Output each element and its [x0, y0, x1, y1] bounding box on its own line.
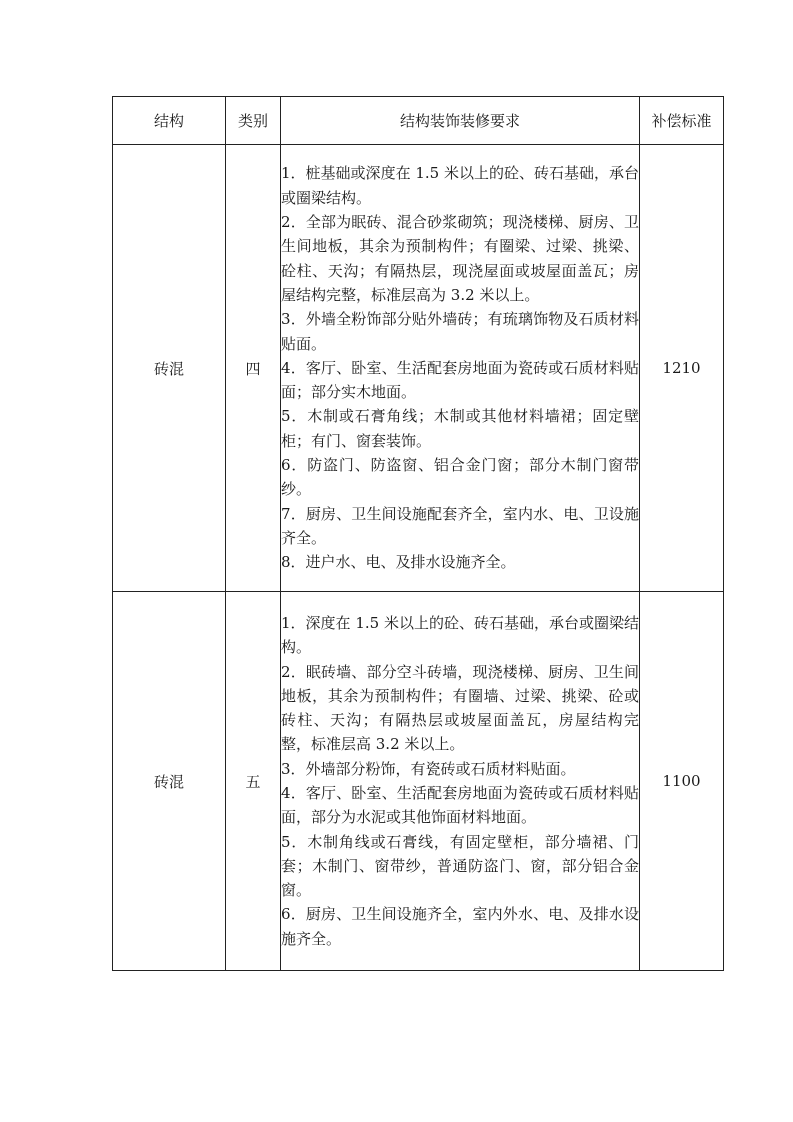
- requirement-item: 5．木制或石膏角线；木制或其他材料墙裙；固定壁柜；有门、窗套装饰。: [281, 407, 639, 450]
- requirement-item: 8．进户水、电、及排水设施齐全。: [281, 553, 516, 572]
- table-row: [113, 592, 724, 971]
- requirement-item: 4．客厅、卧室、生活配套房地面为瓷砖或石质材料贴面；部分实木地面。: [281, 358, 639, 402]
- table-header-row: [113, 97, 724, 145]
- requirement-item: 2．全部为眠砖、混合砂浆砌筑；现浇楼梯、厨房、卫生间地板，其余为预制构件；有圈梁、过梁、挑梁、砼柱、天沟；有隔热层，现浇屋面或坡屋面盖瓦；房屋结构完整，标准层高为 3.2 米以上。: [281, 213, 639, 304]
- cell-category: 四: [226, 145, 281, 592]
- requirement-item: 1．深度在 1.5 米以上的砼、砖石基础，承台或圈梁结构。: [281, 613, 639, 657]
- cell-requirements: [281, 592, 640, 971]
- cell-requirements: [281, 145, 640, 592]
- requirement-item: 7．厨房、卫生间设施配套齐全，室内水、电、卫设施齐全。: [281, 504, 639, 547]
- cell-structure: 砖混: [113, 592, 226, 971]
- requirement-item: 6．厨房、卫生间设施齐全，室内外水、电、及排水设施齐全。: [281, 905, 639, 948]
- cell-structure: 砖混: [113, 145, 226, 592]
- requirement-item: 3．外墙部分粉饰，有瓷砖或石质材料贴面。: [281, 759, 576, 778]
- cell-compensation: 1210: [640, 145, 724, 592]
- header-structure: 结构: [113, 97, 226, 145]
- table-row: [113, 145, 724, 592]
- requirement-item: 5．木制角线或石膏线，有固定壁柜，部分墙裙、门套；木制门、窗带纱，普通防盗门、窗，部分铝合金窗。: [281, 832, 639, 900]
- header-compensation: 补偿标准: [640, 97, 724, 145]
- compensation-standards-table: [112, 96, 724, 971]
- requirement-item: 6．防盗门、防盗窗、铝合金门窗；部分木制门窗带纱。: [281, 456, 639, 499]
- header-category: 类别: [226, 97, 281, 145]
- requirement-item: 3．外墙全粉饰部分贴外墙砖；有琉璃饰物及石质材料贴面。: [281, 310, 639, 353]
- header-requirements: 结构装饰装修要求: [281, 97, 640, 145]
- requirement-item: 1．桩基础或深度在 1.5 米以上的砼、砖石基础，承台或圈梁结构。: [281, 164, 639, 207]
- requirement-item: 2．眠砖墙、部分空斗砖墙，现浇楼梯、厨房、卫生间地板，其余为预制构件；有圈墙、过梁、挑梁、砼或砖柱、天沟；有隔热层或坡屋面盖瓦，房屋结构完整，标准层高 3.2 米以上。: [281, 662, 639, 754]
- cell-compensation: 1100: [640, 592, 724, 971]
- cell-category: 五: [226, 592, 281, 971]
- requirement-item: 4．客厅、卧室、生活配套房地面为瓷砖或石质材料贴面，部分为水泥或其他饰面材料地面。: [281, 784, 639, 827]
